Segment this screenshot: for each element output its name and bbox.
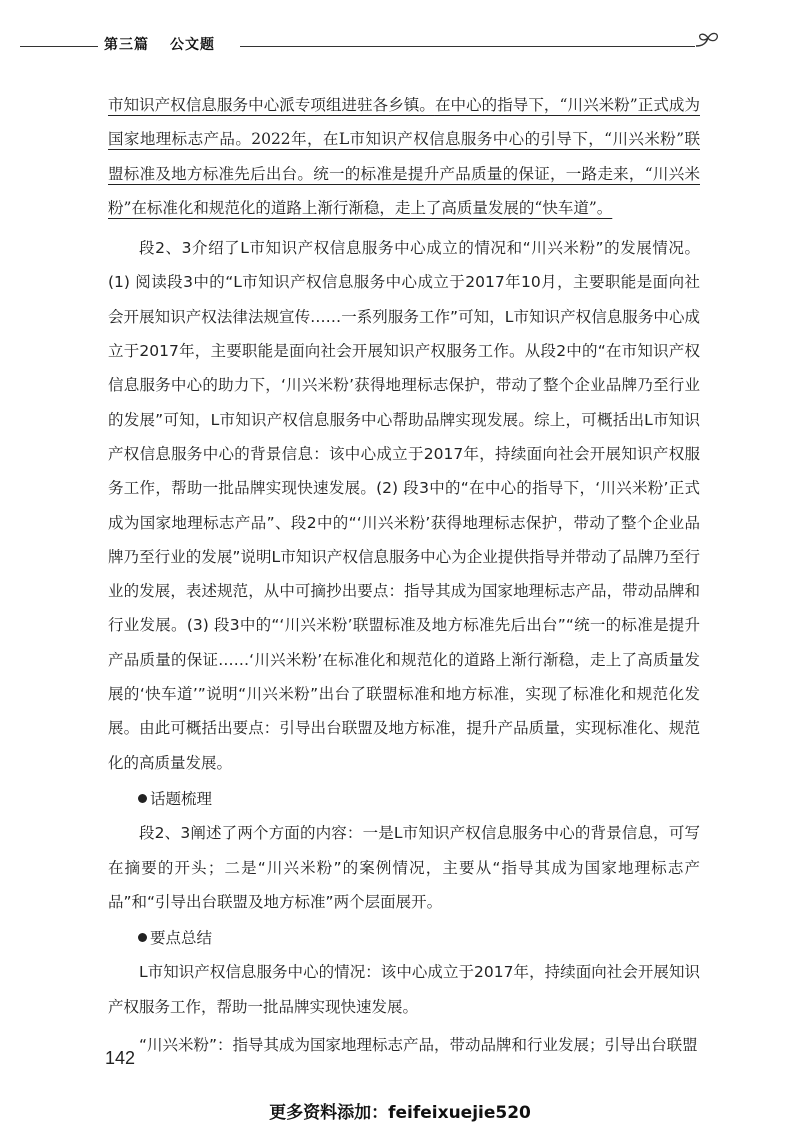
footer-note: 更多资料添加：feifeixuejie520 (269, 1103, 531, 1123)
summary-paragraph-2: “川兴米粉”：指导其成为国家地理标志产品，带动品牌和行业发展；引导出台联盟 (139, 1036, 698, 1055)
topic-paragraph: 段2、3阐述了两个方面的内容：一是L市知识产权信息服务中心的背景信息，可写在摘要的开头；二是“川兴米粉”的案例情况，主要从“指导其成为国家地理标志产品”和“引导出台联盟及地方标准”两个层面展开。 (108, 824, 700, 911)
sprout-icon (692, 28, 722, 58)
header-chapter: 第三篇 (104, 37, 149, 53)
top-paragraph (108, 88, 700, 225)
summary-paragraph-1: L市知识产权信息服务中心的情况：该中心成立于2017年，持续面向社会开展知识产权服务工作，帮助一批品牌实现快速发展。 (108, 963, 700, 1016)
page-header (20, 28, 720, 58)
top-paragraph-part-a: 市知识产权信息服务中心派专项组进驻各乡镇。 (108, 96, 435, 114)
analysis-paragraph: 段2、3介绍了L市知识产权信息服务中心成立的情况和“川兴米粉”的发展情况。(1) 阅读段3中的“L市知识产权信息服务中心成立于2017年10月，主要职能是面向社会开展知识产权法律法规宣传……一系列服务工作”可知，L市知识产权信息服务中心成立于2017年，主要职能是面向社会开展知识产权服务工作。从段2中的“在市知识产权信息服务中心的助力下，‘川兴米粉’获得地理标志保护，带动了整个企业品牌乃至行业的发展”可知，L市知识产权信息服务中心帮助品牌实现发展。综上，可概括出L市知识产权信息服务中心的背景信息：该中心成立于2017年，持续面向社会开展知识产权服务工作，帮助一批品牌实现快速发展。(2) 段3中的“在中心的指导下，‘川兴米粉’正式成为国家地理标志产品”、段2中的“‘川兴米粉’获得地理标志保护，带动了整个企业品牌乃至行业的发展”说明L市知识产权信息服务中心为企业提供指导并带动了品牌乃至行业的发展，表述规范，从中可摘抄出要点：指导其成为国家地理标志产品，带动品牌和行业发展。(3) 段3中的“‘川兴米粉’联盟标准及地方标准先后出台”“统一的标准是提升产品质量的保证……‘川兴米粉’在标准化和规范化的道路上渐行渐稳，走上了高质量发展的‘快车道’”说明“川兴米粉”出台了联盟标准和地方标准，实现了标准化和规范化发展。由此可概括出要点：引导出台联盟及地方标准，提升产品质量，实现标准化、规范化的高质量发展。 (108, 239, 700, 772)
page-content (108, 88, 700, 1062)
page-number: 142 (105, 1048, 136, 1068)
top-paragraph-part-b: 在中心的指导下，“川兴米粉”正式成为国家地理标志产品。2022年，在L市知识产权信息服务中心的引导下，“川兴米粉”联盟标准及地方标准先后出台。统一的标准是提升产品质量的保证，一路走来，“川兴米粉”在标准化和规范化的道路上渐行渐稳，走上了高质量发展的“快车道”。 (108, 96, 700, 217)
summary-heading (108, 921, 700, 955)
header-rule-left (20, 46, 98, 47)
header-rule-right (240, 46, 695, 47)
topic-heading-text: 话题梳理 (150, 789, 213, 808)
summary-heading-text: 要点总结 (150, 929, 213, 948)
bullet-icon (138, 794, 147, 803)
topic-heading (108, 782, 700, 816)
header-section: 公文题 (170, 37, 215, 53)
